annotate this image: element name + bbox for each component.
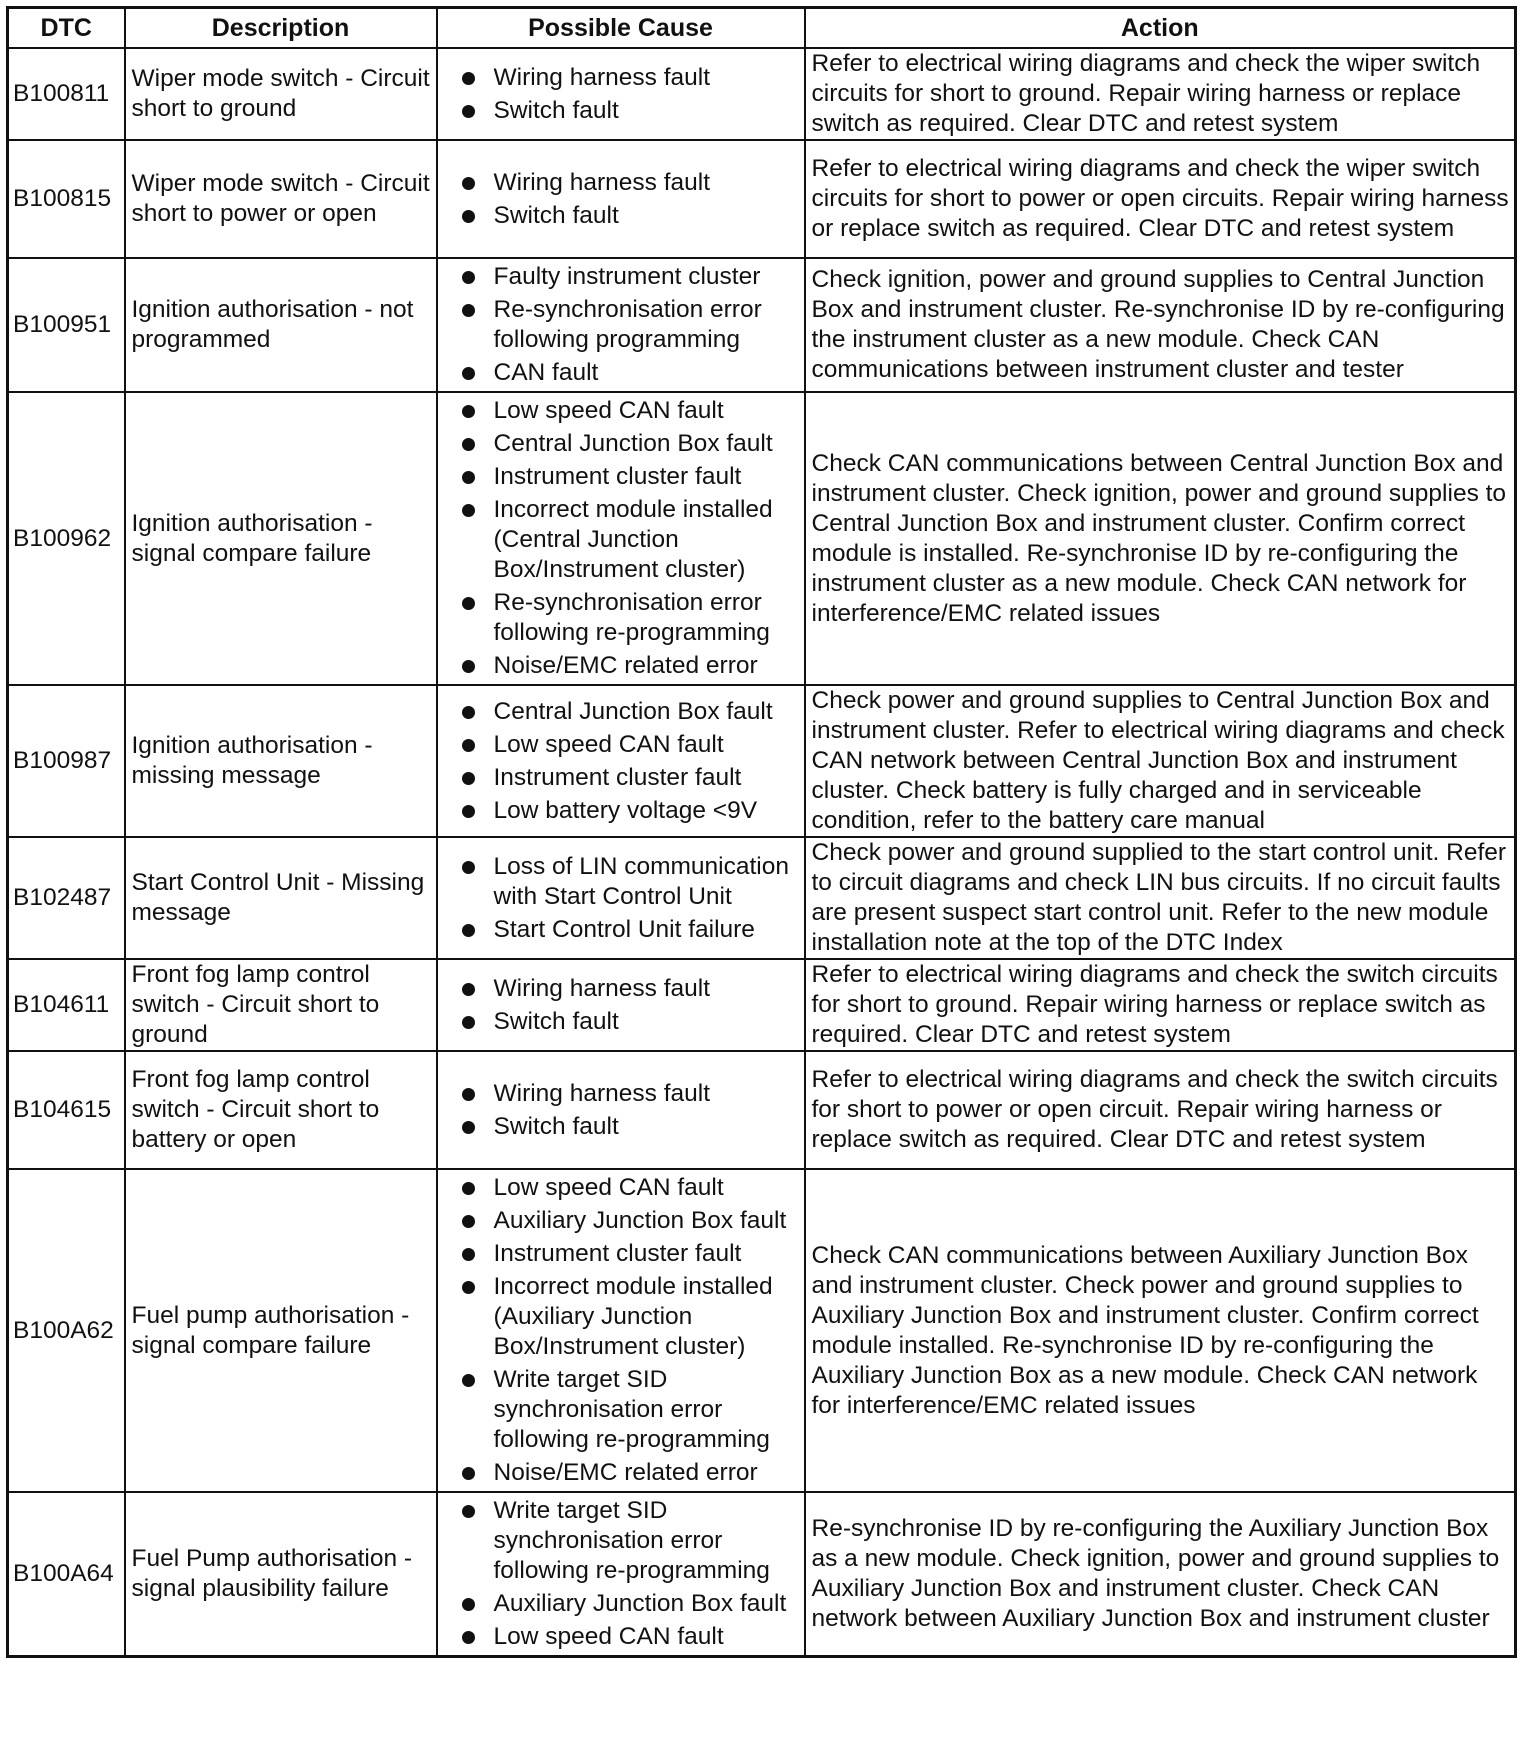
header-action: Action — [805, 8, 1516, 49]
possible-cause-list — [438, 63, 804, 126]
possible-cause-item: Low battery voltage <9V — [438, 796, 804, 826]
dtc-action: Refer to electrical wiring diagrams and check the wiper switch circuits for short to ground. Repair wiring harness or replace switch as required. Clear DTC and retest system — [805, 48, 1516, 140]
possible-cause-list — [438, 1079, 804, 1142]
header-possible-cause: Possible Cause — [437, 8, 805, 49]
possible-cause-cell — [437, 685, 805, 837]
possible-cause-item: Start Control Unit failure — [438, 915, 804, 945]
possible-cause-list — [438, 1173, 804, 1488]
dtc-code: B100815 — [8, 140, 125, 258]
possible-cause-item: Switch fault — [438, 1007, 804, 1037]
possible-cause-item: Auxiliary Junction Box fault — [438, 1206, 804, 1236]
possible-cause-item: Switch fault — [438, 1112, 804, 1142]
table-row — [8, 1492, 1516, 1657]
possible-cause-cell — [437, 258, 805, 392]
possible-cause-item: Instrument cluster fault — [438, 1239, 804, 1269]
possible-cause-item: Wiring harness fault — [438, 63, 804, 93]
possible-cause-list — [438, 396, 804, 681]
possible-cause-cell — [437, 1169, 805, 1492]
possible-cause-list — [438, 974, 804, 1037]
dtc-description: Fuel pump authorisation - signal compare failure — [125, 1169, 437, 1492]
dtc-description: Front fog lamp control switch - Circuit short to ground — [125, 959, 437, 1051]
possible-cause-cell — [437, 140, 805, 258]
possible-cause-item: Auxiliary Junction Box fault — [438, 1589, 804, 1619]
dtc-table — [6, 6, 1517, 1658]
possible-cause-list — [438, 168, 804, 231]
dtc-description: Front fog lamp control switch - Circuit short to battery or open — [125, 1051, 437, 1169]
possible-cause-item: CAN fault — [438, 358, 804, 388]
dtc-action: Check CAN communications between Central Junction Box and instrument cluster. Check ignition, power and ground supplies to Central Junction Box and instrument cluster. Confirm correct module is installed. Re-synchronise ID by re-configuring the instrument cluster as a new module. Check CAN network for interference/EMC related issues — [805, 392, 1516, 685]
header-row — [8, 8, 1516, 49]
table-row — [8, 258, 1516, 392]
dtc-description: Wiper mode switch - Circuit short to ground — [125, 48, 437, 140]
possible-cause-item: Switch fault — [438, 96, 804, 126]
dtc-description: Start Control Unit - Missing message — [125, 837, 437, 959]
dtc-description: Wiper mode switch - Circuit short to power or open — [125, 140, 437, 258]
table-row — [8, 140, 1516, 258]
dtc-action: Re-synchronise ID by re-configuring the Auxiliary Junction Box as a new module. Check ignition, power and ground supplies to Auxiliary Junction Box and instrument cluster. Check CAN network between Auxiliary Junction Box and instrument cluster — [805, 1492, 1516, 1657]
table-row — [8, 1051, 1516, 1169]
possible-cause-cell — [437, 48, 805, 140]
possible-cause-list — [438, 852, 804, 945]
possible-cause-item: Re-synchronisation error following programming — [438, 295, 804, 355]
possible-cause-item: Re-synchronisation error following re-programming — [438, 588, 804, 648]
possible-cause-item: Low speed CAN fault — [438, 1173, 804, 1203]
dtc-code: B100811 — [8, 48, 125, 140]
dtc-description: Ignition authorisation - missing message — [125, 685, 437, 837]
possible-cause-item: Central Junction Box fault — [438, 429, 804, 459]
dtc-description: Ignition authorisation - not programmed — [125, 258, 437, 392]
dtc-code: B104615 — [8, 1051, 125, 1169]
dtc-code: B100A62 — [8, 1169, 125, 1492]
table-row — [8, 1169, 1516, 1492]
possible-cause-item: Loss of LIN communication with Start Control Unit — [438, 852, 804, 912]
possible-cause-item: Instrument cluster fault — [438, 462, 804, 492]
dtc-code: B100951 — [8, 258, 125, 392]
dtc-description: Ignition authorisation - signal compare failure — [125, 392, 437, 685]
dtc-action: Check ignition, power and ground supplies to Central Junction Box and instrument cluster. Re-synchronise ID by re-configuring the instrument cluster as a new module. Check CAN communications between instrument cluster and tester — [805, 258, 1516, 392]
header-dtc: DTC — [8, 8, 125, 49]
possible-cause-item: Incorrect module installed (Central Junction Box/Instrument cluster) — [438, 495, 804, 585]
possible-cause-cell — [437, 1492, 805, 1657]
possible-cause-cell — [437, 837, 805, 959]
dtc-code: B100962 — [8, 392, 125, 685]
table-body — [8, 48, 1516, 1657]
possible-cause-cell — [437, 392, 805, 685]
table-row — [8, 392, 1516, 685]
possible-cause-item: Low speed CAN fault — [438, 730, 804, 760]
dtc-code: B100987 — [8, 685, 125, 837]
possible-cause-item: Noise/EMC related error — [438, 651, 804, 681]
dtc-action: Refer to electrical wiring diagrams and check the switch circuits for short to power or open circuit. Repair wiring harness or replace switch as required. Clear DTC and retest system — [805, 1051, 1516, 1169]
possible-cause-item: Write target SID synchronisation error following re-programming — [438, 1496, 804, 1586]
dtc-action: Refer to electrical wiring diagrams and check the switch circuits for short to ground. Repair wiring harness or replace switch as required. Clear DTC and retest system — [805, 959, 1516, 1051]
possible-cause-item: Write target SID synchronisation error following re-programming — [438, 1365, 804, 1455]
table-row — [8, 685, 1516, 837]
table-header — [8, 8, 1516, 49]
possible-cause-cell — [437, 959, 805, 1051]
possible-cause-item: Incorrect module installed (Auxiliary Junction Box/Instrument cluster) — [438, 1272, 804, 1362]
possible-cause-item: Faulty instrument cluster — [438, 262, 804, 292]
possible-cause-item: Low speed CAN fault — [438, 396, 804, 426]
possible-cause-item: Instrument cluster fault — [438, 763, 804, 793]
possible-cause-item: Wiring harness fault — [438, 168, 804, 198]
table-row — [8, 48, 1516, 140]
possible-cause-item: Wiring harness fault — [438, 974, 804, 1004]
dtc-code: B102487 — [8, 837, 125, 959]
dtc-code: B100A64 — [8, 1492, 125, 1657]
dtc-action: Check power and ground supplies to Central Junction Box and instrument cluster. Refer to electrical wiring diagrams and check CAN network between Central Junction Box and instrument cluster. Check battery is fully charged and in serviceable condition, refer to the battery care manual — [805, 685, 1516, 837]
possible-cause-cell — [437, 1051, 805, 1169]
possible-cause-item: Central Junction Box fault — [438, 697, 804, 727]
possible-cause-item: Switch fault — [438, 201, 804, 231]
dtc-action: Refer to electrical wiring diagrams and check the wiper switch circuits for short to power or open circuits. Repair wiring harness or replace switch as required. Clear DTC and retest system — [805, 140, 1516, 258]
possible-cause-list — [438, 262, 804, 388]
table-row — [8, 837, 1516, 959]
dtc-code: B104611 — [8, 959, 125, 1051]
possible-cause-list — [438, 1496, 804, 1652]
possible-cause-item: Wiring harness fault — [438, 1079, 804, 1109]
dtc-description: Fuel Pump authorisation - signal plausibility failure — [125, 1492, 437, 1657]
possible-cause-item: Noise/EMC related error — [438, 1458, 804, 1488]
possible-cause-item: Low speed CAN fault — [438, 1622, 804, 1652]
dtc-action: Check CAN communications between Auxiliary Junction Box and instrument cluster. Check power and ground supplies to Auxiliary Junction Box and instrument cluster. Confirm correct module installed. Re-synchronise ID by re-configuring the Auxiliary Junction Box as a new module. Check CAN network for interference/EMC related issues — [805, 1169, 1516, 1492]
table-row — [8, 959, 1516, 1051]
possible-cause-list — [438, 697, 804, 826]
header-description: Description — [125, 8, 437, 49]
dtc-action: Check power and ground supplied to the start control unit. Refer to circuit diagrams and check LIN bus circuits. If no circuit faults are present suspect start control unit. Refer to the new module installation note at the top of the DTC Index — [805, 837, 1516, 959]
